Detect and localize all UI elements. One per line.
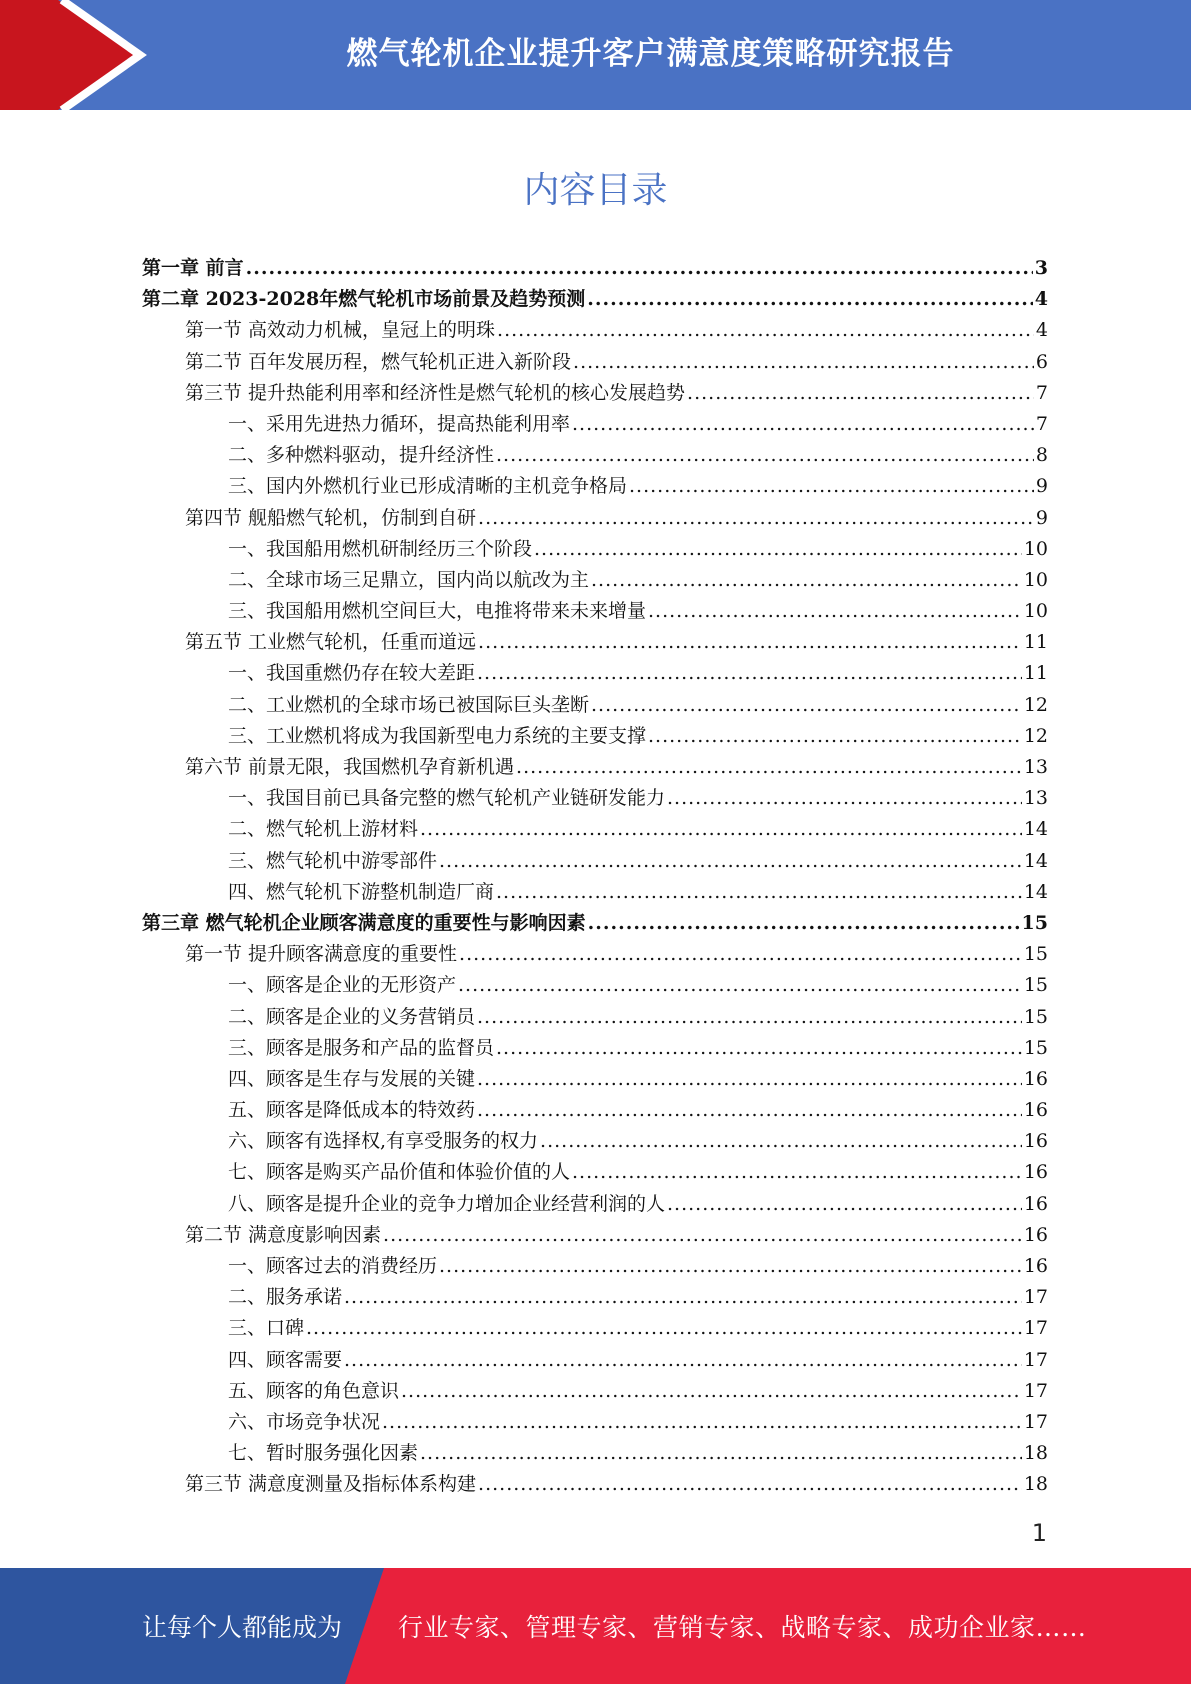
toc-entry-page: 16	[1023, 1223, 1048, 1246]
toc-entry[interactable]	[142, 378, 1048, 409]
toc-entry[interactable]	[142, 534, 1048, 565]
toc-entry-page: 16	[1023, 1255, 1048, 1277]
toc-entry-label: 五、顾客的角色意识	[228, 1379, 400, 1402]
toc-entry-label: 第六节 前景无限，我国燃机孕育新机遇	[185, 756, 515, 778]
toc-entry[interactable]	[142, 752, 1048, 783]
toc-entry-label: 一、采用先进热力循环，提高热能利用率	[228, 412, 571, 435]
toc-entry-page: 18	[1023, 1473, 1048, 1496]
toc-entry-label: 三、国内外燃机行业已形成清晰的主机竞争格局	[228, 475, 628, 498]
toc-entry-label: 第三节 满意度测量及指标体系构建	[185, 1473, 477, 1496]
toc-entry-label: 第五节 工业燃气轮机，任重而道远	[185, 631, 477, 654]
toc-entry-page: 11	[1023, 662, 1048, 685]
toc-entry-page: 12	[1023, 724, 1048, 747]
toc-leader-dots	[458, 974, 1022, 996]
toc-leader-dots	[496, 881, 1022, 903]
toc-entry-page: 15	[1021, 911, 1048, 934]
toc-entry[interactable]	[142, 658, 1048, 689]
toc-entry[interactable]	[142, 690, 1048, 721]
toc-leader-dots	[648, 600, 1022, 622]
toc-leader-dots	[344, 1286, 1022, 1308]
toc-entry[interactable]	[142, 1376, 1048, 1407]
toc-entry-page: 17	[1023, 1286, 1048, 1309]
toc-leader-dots	[540, 1130, 1022, 1152]
header-band	[0, 0, 1191, 110]
toc-leader-dots	[401, 1380, 1022, 1402]
toc-entry-label: 第一章 前言	[142, 257, 244, 279]
toc-entry-label: 二、服务承诺	[228, 1286, 343, 1309]
toc-entry[interactable]	[142, 721, 1048, 752]
toc-entry[interactable]	[142, 1313, 1048, 1344]
toc-leader-dots	[587, 288, 1033, 310]
toc-entry[interactable]	[142, 814, 1048, 845]
toc-leader-dots	[667, 787, 1022, 809]
toc-entry[interactable]	[142, 409, 1048, 440]
footer-slogan-left: 让每个人都能成为	[142, 1613, 343, 1642]
toc-entry[interactable]	[142, 1126, 1048, 1157]
toc-entry-page: 16	[1023, 1192, 1048, 1215]
toc-leader-dots	[420, 1442, 1022, 1464]
toc-entry-page: 14	[1023, 818, 1048, 841]
toc-entry-label: 一、我国目前已具备完整的燃气轮机产业链研发能力	[228, 787, 666, 810]
toc-leader-dots	[439, 850, 1022, 872]
toc-entry-page: 17	[1023, 1410, 1048, 1433]
toc-leader-dots	[648, 725, 1022, 747]
toc-entry[interactable]	[142, 627, 1048, 658]
toc-entry[interactable]	[142, 970, 1048, 1001]
toc-leader-dots	[420, 818, 1022, 840]
toc-entry-label: 第三节 提升热能利用率和经济性是燃气轮机的核心发展趋势	[185, 381, 686, 404]
toc-leader-dots	[534, 538, 1022, 560]
toc-entry[interactable]	[142, 315, 1048, 346]
toc-entry-label: 四、顾客是生存与发展的关键	[228, 1067, 476, 1090]
toc-leader-dots	[439, 1255, 1022, 1277]
toc-entry[interactable]	[142, 1407, 1048, 1438]
toc-leader-dots	[629, 475, 1034, 497]
toc-entry-page: 16	[1023, 1161, 1048, 1184]
footer-band	[0, 1568, 1191, 1684]
toc-entry-label: 一、顾客过去的消费经历	[228, 1255, 438, 1277]
toc-entry[interactable]	[142, 347, 1048, 378]
toc-entry-page: 4	[1035, 319, 1048, 342]
toc-entry-page: 15	[1023, 943, 1048, 966]
toc-list	[142, 253, 1048, 1501]
toc-entry-page: 16	[1023, 1130, 1048, 1153]
toc-entry-page: 17	[1023, 1317, 1048, 1340]
toc-entry-page: 17	[1023, 1348, 1048, 1371]
toc-entry[interactable]	[142, 1282, 1048, 1313]
toc-entry[interactable]	[142, 1345, 1048, 1376]
toc-entry[interactable]	[142, 565, 1048, 596]
toc-entry-label: 一、我国船用燃机研制经历三个阶段	[228, 537, 533, 560]
toc-leader-dots	[572, 413, 1034, 435]
toc-entry-label: 第四节 舰船燃气轮机，仿制到自研	[185, 506, 477, 529]
toc-leader-dots	[477, 662, 1022, 684]
toc-entry-page: 16	[1023, 1067, 1048, 1090]
toc-entry-label: 二、工业燃机的全球市场已被国际巨头垄断	[228, 693, 590, 716]
toc-entry[interactable]	[142, 1220, 1048, 1251]
toc-entry[interactable]	[142, 1438, 1048, 1469]
toc-entry-label: 一、顾客是企业的无形资产	[228, 974, 457, 997]
toc-leader-dots	[573, 351, 1034, 373]
toc-entry[interactable]	[142, 1002, 1048, 1033]
toc-entry[interactable]	[142, 939, 1048, 970]
toc-entry-label: 第三章 燃气轮机企业顾客满意度的重要性与影响因素	[142, 911, 586, 934]
toc-title: 内容目录	[523, 170, 668, 211]
toc-entry-page: 7	[1035, 412, 1048, 435]
toc-entry-label: 三、顾客是服务和产品的监督员	[228, 1036, 495, 1059]
toc-entry-label: 第二节 满意度影响因素	[185, 1223, 382, 1246]
toc-entry[interactable]	[142, 908, 1048, 939]
toc-leader-dots	[459, 943, 1022, 965]
toc-entry-label: 八、顾客是提升企业的竞争力增加企业经营利润的人	[228, 1192, 666, 1215]
toc-leader-dots	[496, 444, 1034, 466]
report-title: 燃气轮机企业提升客户满意度策略研究报告	[346, 35, 955, 72]
toc-entry[interactable]	[142, 1189, 1048, 1220]
toc-leader-dots	[687, 382, 1034, 404]
toc-entry-page: 14	[1023, 880, 1048, 903]
toc-entry-label: 第二节 百年发展历程，燃气轮机正进入新阶段	[185, 350, 572, 373]
toc-entry[interactable]	[142, 846, 1048, 877]
toc-entry[interactable]	[142, 1251, 1048, 1282]
toc-leader-dots	[477, 1099, 1022, 1121]
toc-entry[interactable]	[142, 503, 1048, 534]
footer-slogan-right: 行业专家、管理专家、营销专家、战略专家、成功企业家……	[398, 1613, 1087, 1642]
toc-entry-page: 15	[1023, 1036, 1048, 1059]
toc-entry[interactable]	[142, 596, 1048, 627]
toc-leader-dots	[306, 1317, 1022, 1339]
toc-leader-dots	[516, 756, 1022, 778]
toc-leader-dots	[383, 1224, 1022, 1246]
toc-leader-dots	[478, 631, 1022, 653]
arrow-chevron-icon	[0, 0, 160, 110]
toc-entry-page: 3	[1034, 257, 1048, 279]
toc-entry-label: 二、多种燃料驱动，提升经济性	[228, 444, 495, 467]
page-number: 1	[1031, 1519, 1047, 1547]
toc-entry[interactable]	[142, 284, 1048, 315]
toc-leader-dots	[382, 1411, 1022, 1433]
toc-entry-page: 15	[1023, 974, 1048, 997]
toc-entry-label: 七、暂时服务强化因素	[228, 1442, 419, 1465]
toc-entry-label: 二、全球市场三足鼎立，国内尚以航改为主	[228, 568, 590, 591]
toc-entry-page: 13	[1023, 756, 1048, 778]
toc-leader-dots	[496, 1037, 1022, 1059]
toc-entry-page: 17	[1023, 1379, 1048, 1402]
toc-leader-dots	[591, 569, 1022, 591]
toc-entry-label: 四、顾客需要	[228, 1348, 343, 1371]
toc-entry[interactable]	[142, 440, 1048, 471]
toc-entry-page: 10	[1023, 600, 1048, 623]
toc-entry[interactable]	[142, 1095, 1048, 1126]
toc-leader-dots	[478, 507, 1034, 529]
toc-leader-dots	[497, 319, 1034, 341]
toc-leader-dots	[572, 1161, 1022, 1183]
toc-entry[interactable]	[142, 1033, 1048, 1064]
toc-entry-page: 12	[1023, 693, 1048, 716]
toc-entry-label: 二、燃气轮机上游材料	[228, 818, 419, 841]
toc-entry-page: 13	[1023, 787, 1048, 810]
toc-entry-page: 16	[1023, 1099, 1048, 1122]
toc-leader-dots	[667, 1193, 1022, 1215]
toc-entry-label: 三、口碑	[228, 1317, 305, 1340]
toc-entry-page: 15	[1023, 1005, 1048, 1028]
toc-entry-page: 9	[1035, 506, 1048, 529]
toc-entry-page: 10	[1023, 537, 1048, 560]
toc-entry-label: 七、顾客是购买产品价值和体验价值的人	[228, 1161, 571, 1184]
toc-entry[interactable]	[142, 877, 1048, 908]
toc-entry-label: 第一节 高效动力机械，皇冠上的明珠	[185, 319, 496, 342]
toc-entry-page: 6	[1035, 350, 1048, 373]
toc-leader-dots	[591, 694, 1022, 716]
toc-leader-dots	[478, 1473, 1022, 1495]
toc-entry-label: 三、我国船用燃机空间巨大，电推将带来未来增量	[228, 600, 647, 623]
toc-entry[interactable]	[142, 253, 1048, 284]
toc-entry-label: 六、顾客有选择权,有享受服务的权力	[228, 1130, 539, 1153]
toc-entry-label: 六、市场竞争状况	[228, 1410, 381, 1433]
toc-entry-page: 18	[1023, 1442, 1048, 1465]
toc-entry-label: 三、工业燃机将成为我国新型电力系统的主要支撑	[228, 724, 647, 747]
toc-entry[interactable]	[142, 1157, 1048, 1188]
toc-entry-page: 11	[1023, 631, 1048, 654]
toc-entry-page: 14	[1023, 849, 1048, 872]
toc-leader-dots	[246, 257, 1033, 279]
toc-entry-label: 一、我国重燃仍存在较大差距	[228, 662, 476, 685]
toc-entry-page: 10	[1023, 568, 1048, 591]
toc-leader-dots	[344, 1349, 1022, 1371]
toc-entry-label: 二、顾客是企业的义务营销员	[228, 1005, 476, 1028]
toc-entry-page: 4	[1034, 288, 1048, 311]
toc-entry-page: 7	[1035, 381, 1048, 404]
toc-entry-page: 9	[1035, 475, 1048, 498]
toc-leader-dots	[588, 912, 1020, 934]
toc-entry-page: 8	[1035, 444, 1048, 467]
toc-entry-label: 第二章 2023-2028年燃气轮机市场前景及趋势预测	[142, 288, 586, 311]
toc-entry[interactable]	[142, 471, 1048, 502]
toc-entry-label: 四、燃气轮机下游整机制造厂商	[228, 880, 495, 903]
toc-leader-dots	[477, 1068, 1022, 1090]
toc-entry[interactable]	[142, 783, 1048, 814]
toc-entry-label: 五、顾客是降低成本的特效药	[228, 1099, 476, 1122]
toc-entry-label: 三、燃气轮机中游零部件	[228, 849, 438, 872]
toc-entry-label: 第一节 提升顾客满意度的重要性	[185, 943, 458, 966]
toc-entry[interactable]	[142, 1469, 1048, 1500]
toc-entry[interactable]	[142, 1064, 1048, 1095]
toc-leader-dots	[477, 1006, 1022, 1028]
